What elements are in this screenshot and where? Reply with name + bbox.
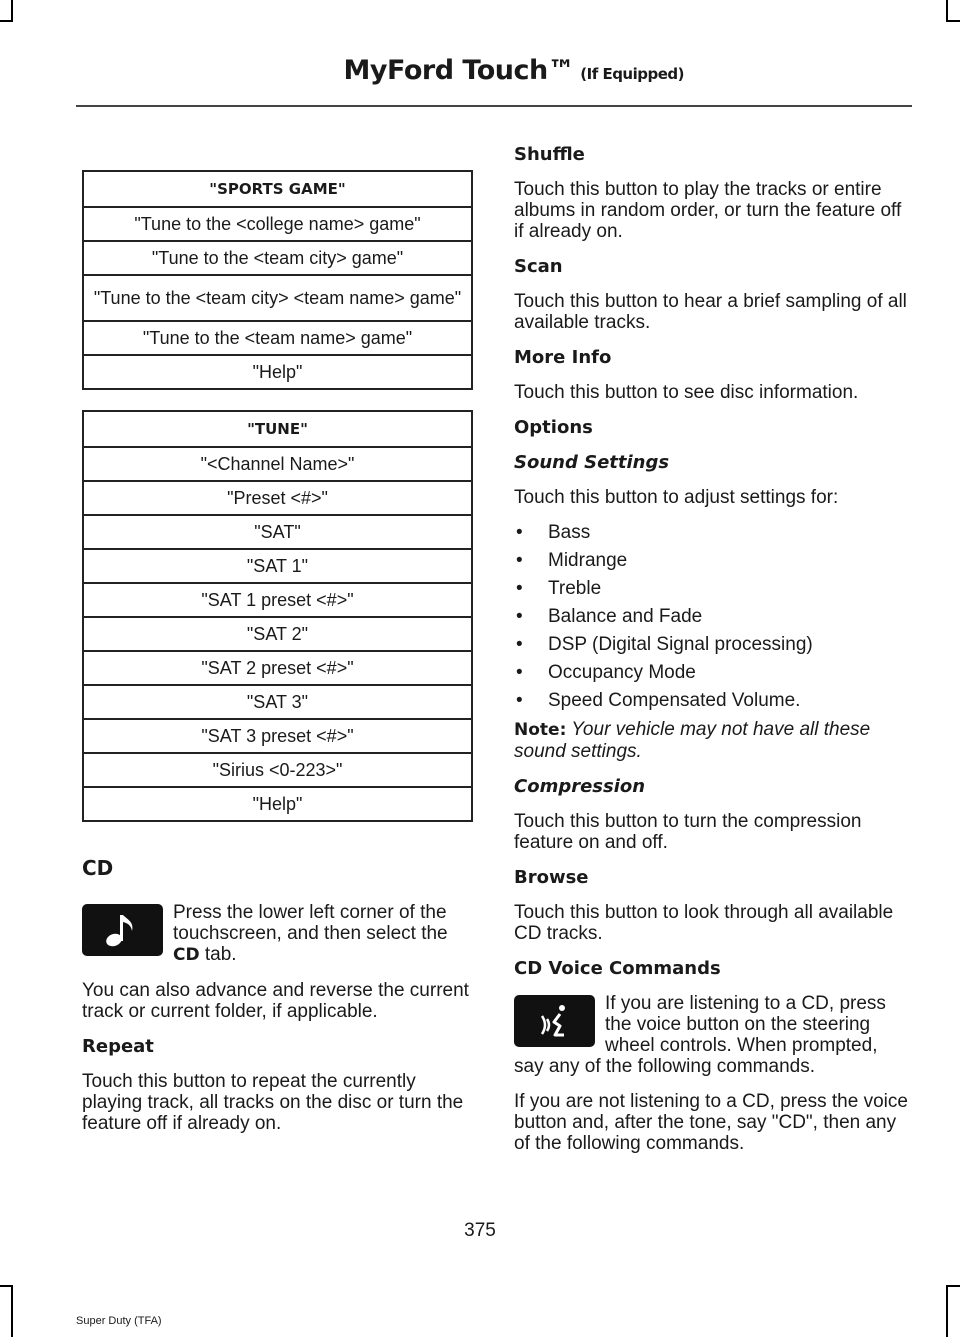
voice-text: If you are listening to a CD, press the voice button on the steering wheel controls. When prompted, say any of the following commands.	[514, 993, 886, 1077]
right-column	[514, 144, 910, 1168]
crop-mark	[11, 0, 13, 20]
table-row: "SAT 3 preset <#>"	[83, 719, 472, 753]
sports-game-table	[82, 170, 473, 390]
table-header: "SPORTS GAME"	[83, 171, 472, 207]
crop-mark	[946, 20, 960, 22]
compression-text: Touch this button to turn the compression feature on and off.	[514, 811, 862, 853]
crop-mark	[946, 0, 948, 20]
table-row: "Tune to the <team city> <team name> game"	[83, 275, 472, 321]
cd-tab-label: CD	[173, 945, 200, 965]
more-info-heading: More Info	[514, 347, 612, 368]
table-row: "Preset <#>"	[83, 481, 472, 515]
page-number: 375	[464, 1220, 496, 1241]
repeat-heading: Repeat	[82, 1036, 154, 1057]
cd-advance-text: You can also advance and reverse the current track or current folder, if applicable.	[82, 980, 469, 1022]
list-item: • Treble	[514, 578, 910, 599]
options-heading: Options	[514, 417, 593, 438]
left-column	[82, 170, 473, 1148]
table-row: "Help"	[83, 355, 472, 389]
list-item: • Midrange	[514, 550, 910, 571]
browse-text: Touch this button to look through all available CD tracks.	[514, 902, 894, 944]
tune-table	[82, 410, 473, 822]
header-subtitle: (If Equipped)	[580, 65, 684, 83]
sound-settings-heading: Sound Settings	[514, 452, 670, 473]
browse-heading: Browse	[514, 867, 589, 888]
table-header: "TUNE"	[83, 411, 472, 447]
header-title: MyFord Touch™	[343, 55, 575, 86]
crop-mark	[11, 1285, 13, 1337]
list-item: • DSP (Digital Signal processing)	[514, 634, 910, 655]
crop-mark	[0, 20, 13, 22]
table-row: "<Channel Name>"	[83, 447, 472, 481]
cd-intro-end: tab.	[199, 944, 237, 965]
list-item: • Balance and Fade	[514, 606, 910, 627]
crop-mark	[946, 1285, 948, 1337]
voice-command-icon	[514, 995, 595, 1047]
footer-text: Super Duty (TFA)	[76, 1315, 162, 1327]
note-label: Note:	[514, 720, 567, 740]
crop-mark	[946, 1285, 960, 1287]
shuffle-text: Touch this button to play the tracks or entire albums in random order, or turn the feature off if already on.	[514, 179, 902, 242]
more-info-text: Touch this button to see disc information.	[514, 382, 859, 403]
table-row: "Sirius <0-223>"	[83, 753, 472, 787]
page-header	[344, 55, 684, 86]
crop-mark	[0, 1285, 13, 1287]
repeat-text: Touch this button to repeat the currently playing track, all tracks on the disc or turn the feature off if already on.	[82, 1071, 464, 1134]
table-row: "SAT"	[83, 515, 472, 549]
voice-intro-block	[514, 993, 910, 1077]
header-rule	[76, 105, 912, 107]
table-row: "SAT 1 preset <#>"	[83, 583, 472, 617]
table-row: "SAT 3"	[83, 685, 472, 719]
table-row: "Tune to the <college name> game"	[83, 207, 472, 241]
cd-heading: CD	[82, 856, 114, 880]
note-text	[514, 719, 910, 762]
table-row: "Help"	[83, 787, 472, 821]
compression-heading: Compression	[514, 776, 646, 797]
scan-text: Touch this button to hear a brief sampling of all available tracks.	[514, 291, 907, 333]
sound-settings-list	[514, 522, 910, 711]
list-item: • Bass	[514, 522, 910, 543]
table-row: "Tune to the <team city> game"	[83, 241, 472, 275]
cd-voice-heading: CD Voice Commands	[514, 958, 721, 979]
shuffle-heading: Shuffle	[514, 144, 585, 165]
table-row: "Tune to the <team name> game"	[83, 321, 472, 355]
list-item: • Speed Compensated Volume.	[514, 690, 910, 711]
voice-text-2: If you are not listening to a CD, press the voice button and, after the tone, say "CD", then any of the following commands.	[514, 1091, 908, 1154]
table-row: "SAT 2 preset <#>"	[83, 651, 472, 685]
list-item: • Occupancy Mode	[514, 662, 910, 683]
sound-settings-text: Touch this button to adjust settings for:	[514, 487, 839, 508]
note-body: Your vehicle may not have all these sound settings.	[514, 719, 871, 762]
scan-heading: Scan	[514, 256, 563, 277]
cd-intro-block	[82, 902, 473, 966]
table-row: "SAT 2"	[83, 617, 472, 651]
music-note-icon	[82, 904, 163, 956]
cd-intro-part: Press the lower left corner of the touchscreen, and then select the	[173, 902, 448, 944]
table-row: "SAT 1"	[83, 549, 472, 583]
